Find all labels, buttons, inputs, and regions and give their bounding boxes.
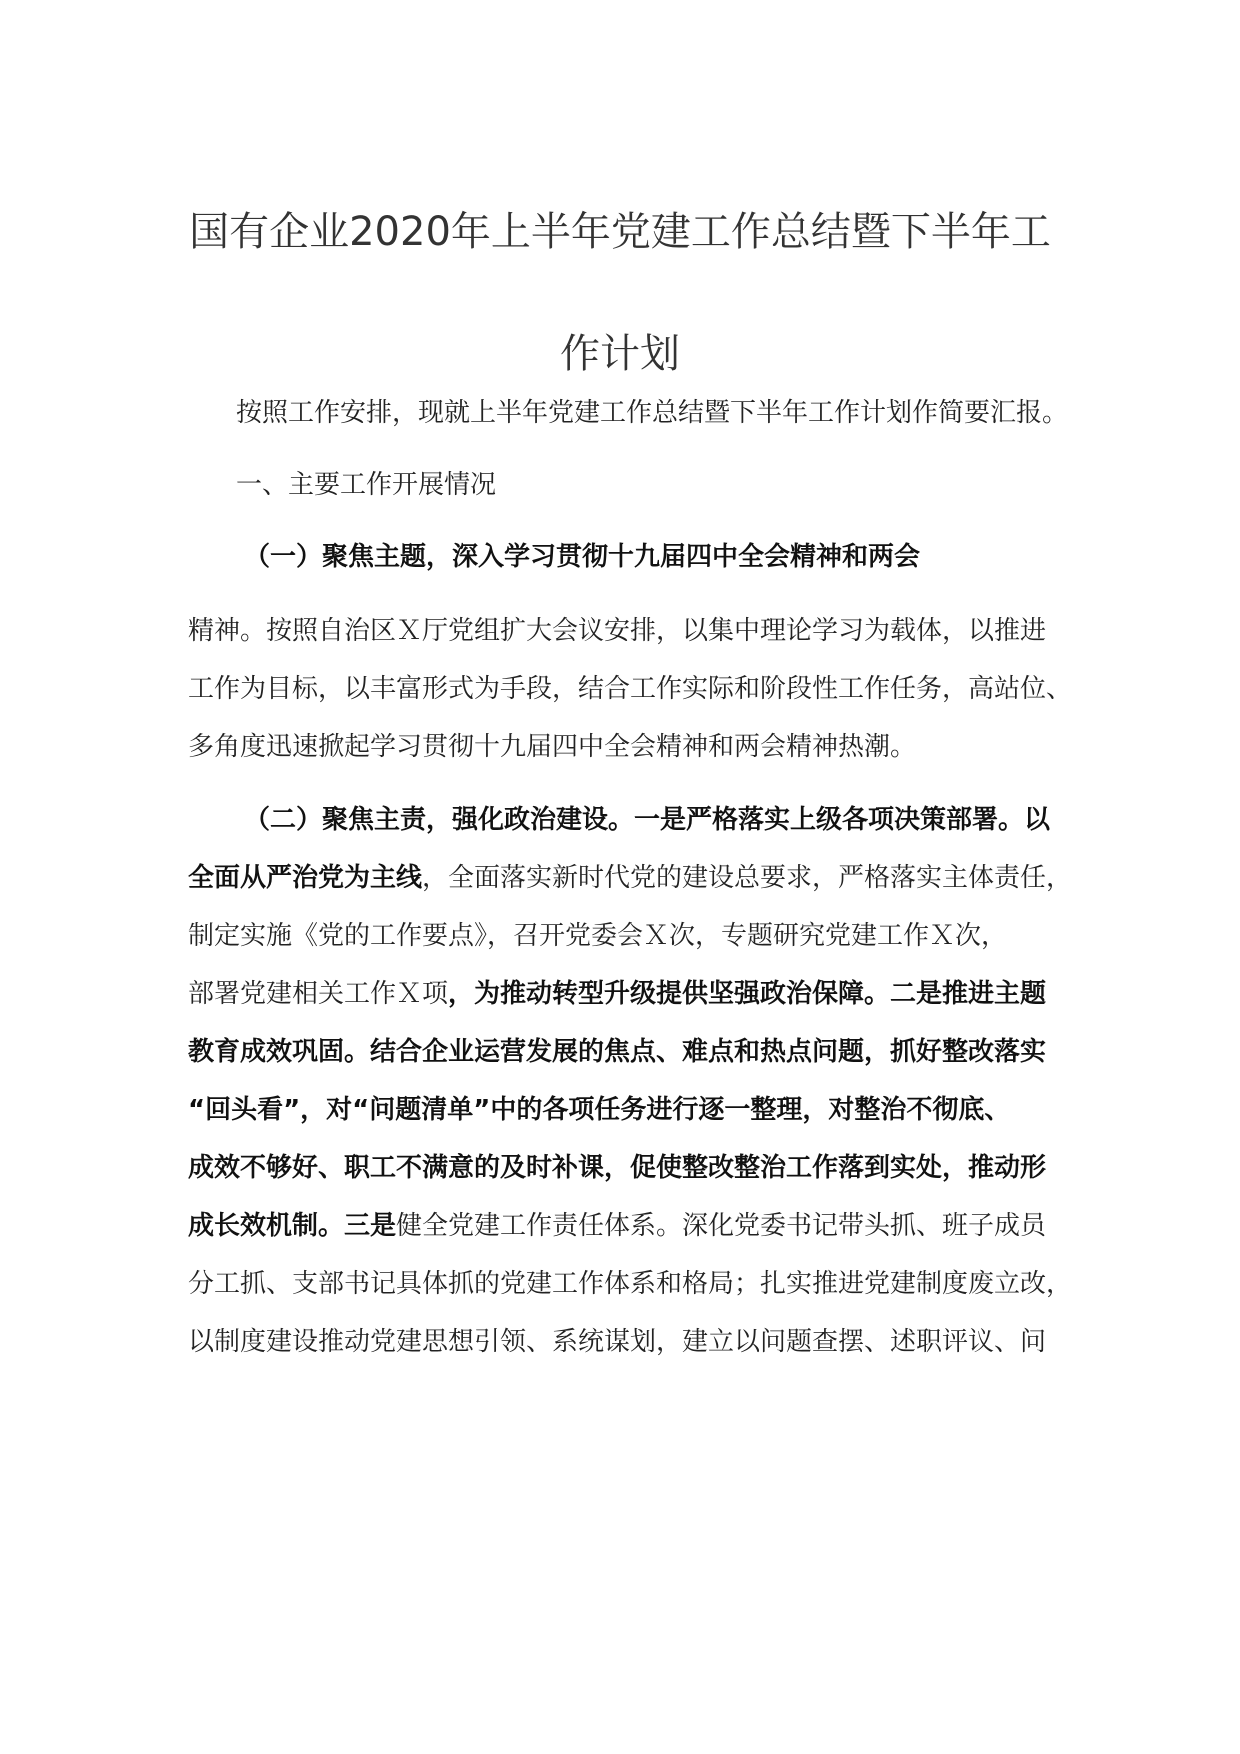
subsection-2-heading: （二）聚焦主责，强化政治建设。一是 [244,805,687,835]
subsection-1-line-1: 精神。按照自治区Ｘ厅党组扩大会议安排，以集中理论学习为载体，以推进 [188,616,1047,646]
subsection-1-line-3: 多角度迅速掀起学习贯彻十九届四中全会精神和两会精神热潮。 [188,732,917,762]
document-title-line-1: 国有企业2020年上半年党建工作总结暨下半年工 [189,209,1051,255]
subsection-2-line-3: 制定实施《党的工作要点》，召开党委会Ｘ次，专题研究党建工作Ｘ次， [188,921,1008,951]
subsection-heading-1: （一）聚焦主题，深入学习贯彻十九届四中全会精神和两会 [244,542,921,572]
subsection-2-line-4: 部署党建相关工作Ｘ项，为推动转型升级提供坚强政治保障。二是推进主题 [188,979,1047,1009]
subsection-2-line-5: 教育成效巩固。结合企业运营发展的焦点、难点和热点问题，抓好整改落实 [188,1037,1047,1067]
section-heading-main-work: 一、主要工作开展情况 [236,470,497,500]
subsection-1-line-2: 工作为目标，以丰富形式为手段，结合工作实际和阶段性工作任务，高站位、 [188,674,1073,704]
subsection-2-line-7: 成效不够好、职工不满意的及时补课，促使整改整治工作落到实处，推动形 [188,1153,1047,1183]
subsection-2-line-10: 以制度建设推动党建思想引领、系统谋划，建立以问题查摆、述职评议、问 [188,1327,1047,1357]
subsection-2-line-8: 成长效机制。三是健全党建工作责任体系。深化党委书记带头抓、班子成员 [188,1211,1047,1241]
subsection-2-line-9: 分工抓、支部书记具体抓的党建工作体系和格局；扎实推进党建制度废立改， [188,1269,1073,1299]
subsection-2-line-2: 全面从严治党为主线，全面落实新时代党的建设总要求，严格落实主体责任， [188,863,1073,893]
subsection-2-line-6: “回头看”，对“问题清单”中的各项任务进行逐一整理，对整治不彻底、 [188,1095,1011,1125]
document-title-line-2: 作计划 [560,331,680,377]
intro-paragraph: 按照工作安排，现就上半年党建工作总结暨下半年工作计划作简要汇报。 [236,398,1069,428]
subsection-2-line-1: （二）聚焦主责，强化政治建设。一是严格落实上级各项决策部署。以 [244,805,1051,835]
